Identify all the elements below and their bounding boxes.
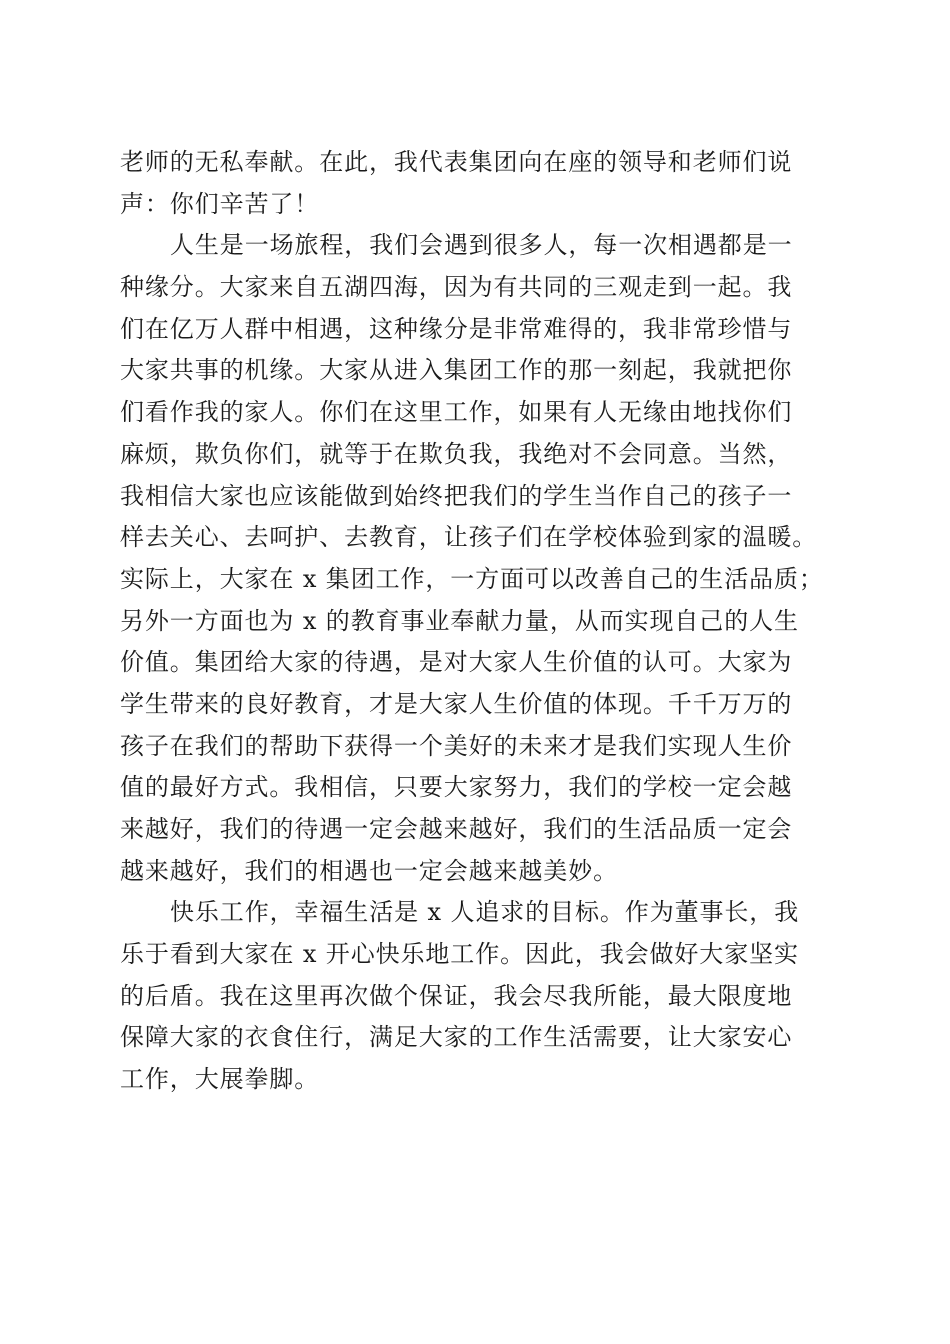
text-line: 另外一方面也为 x 的教育事业奉献力量，从而实现自己的人生 [120,606,799,635]
text-line: 种缘分。大家来自五湖四海，因为有共同的三观走到一起。我 [120,273,793,302]
text-line: 的后盾。我在这里再次做个保证，我会尽我所能，最大限度地 [120,981,793,1010]
text-line: 我相信大家也应该能做到始终把我们的学生当作自己的孩子一 [120,481,793,510]
text-line: 值的最好方式。我相信，只要大家努力，我们的学校一定会越 [120,773,793,802]
text-line: 价值。集团给大家的待遇，是对大家人生价值的认可。大家为 [120,648,793,677]
text-line: 学生带来的良好教育，才是大家人生价值的体现。千千万万的 [120,689,793,718]
text-line: 孩子在我们的帮助下获得一个美好的未来才是我们实现人生价 [120,731,793,760]
text-line: 越来越好，我们的相遇也一定会越来越美妙。 [120,856,618,885]
text-line: 声：你们辛苦了！ [120,189,320,218]
text-line: 工作，大展拳脚。 [120,1065,320,1094]
text-line: 实际上，大家在 x 集团工作，一方面可以改善自己的生活品质； [120,564,824,593]
text-line: 们在亿万人群中相遇，这种缘分是非常难得的，我非常珍惜与 [120,314,793,343]
text-line: 们看作我的家人。你们在这里工作，如果有人无缘由地找你们 [120,398,793,427]
text-line: 保障大家的衣食住行，满足大家的工作生活需要，让大家安心 [120,1023,793,1052]
speech-text [120,142,840,1101]
text-line: 老师的无私奉献。在此，我代表集团向在座的领导和老师们说 [120,148,793,176]
text-line: 麻烦，欺负你们，就等于在欺负我，我绝对不会同意。当然， [120,439,793,468]
paragraph-start-line: 快乐工作，幸福生活是 x 人追求的目标。作为董事长，我 [170,898,800,927]
text-line: 样去关心、去呵护、去教育，让孩子们在学校体验到家的温暖。 [120,523,818,552]
text-line: 乐于看到大家在 x 开心快乐地工作。因此，我会做好大家坚实 [120,940,799,969]
text-line: 来越好，我们的待遇一定会越来越好，我们的生活品质一定会 [120,815,793,843]
paragraph-start-line: 人生是一场旅程，我们会遇到很多人，每一次相遇都是一 [170,231,793,260]
text-line: 大家共事的机缘。大家从进入集团工作的那一刻起，我就把你 [120,356,793,385]
